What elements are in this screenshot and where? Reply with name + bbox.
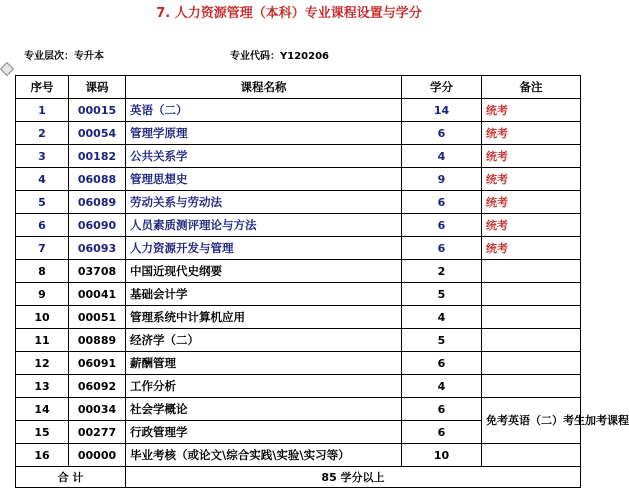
row-name: 公共关系学 <box>126 145 402 168</box>
row-name: 管理思想史 <box>126 168 402 191</box>
row-name: 行政管理学 <box>126 421 402 444</box>
row-name: 劳动关系与劳动法 <box>126 191 402 214</box>
table-row <box>16 444 581 467</box>
table-header-row <box>16 76 581 99</box>
row-remark <box>482 260 581 283</box>
row-remark: 统考 <box>482 214 581 237</box>
table-row <box>16 306 581 329</box>
row-code: 06093 <box>69 237 126 260</box>
row-no: 4 <box>16 168 69 191</box>
row-remark: 统考 <box>482 99 581 122</box>
row-no: 14 <box>16 398 69 421</box>
table-row <box>16 237 581 260</box>
row-remark <box>482 283 581 306</box>
row-no: 6 <box>16 214 69 237</box>
row-credit: 2 <box>402 260 482 283</box>
header-code: 课码 <box>69 76 126 99</box>
row-name: 人力资源开发与管理 <box>126 237 402 260</box>
row-remark <box>482 329 581 352</box>
row-no: 9 <box>16 283 69 306</box>
row-credit: 6 <box>402 237 482 260</box>
row-remark: 统考 <box>482 122 581 145</box>
row-name: 管理学原理 <box>126 122 402 145</box>
row-name: 基础会计学 <box>126 283 402 306</box>
row-code: 00277 <box>69 421 126 444</box>
row-credit: 14 <box>402 99 482 122</box>
table-row <box>16 352 581 375</box>
header-name: 课程名称 <box>126 76 402 99</box>
row-name: 社会学概论 <box>126 398 402 421</box>
row-remark <box>482 444 581 467</box>
row-code: 00015 <box>69 99 126 122</box>
row-remark: 统考 <box>482 237 581 260</box>
row-no: 2 <box>16 122 69 145</box>
row-credit: 5 <box>402 283 482 306</box>
table-row <box>16 283 581 306</box>
row-code: 06090 <box>69 214 126 237</box>
row-credit: 4 <box>402 306 482 329</box>
row-credit: 6 <box>402 191 482 214</box>
row-name: 工作分析 <box>126 375 402 398</box>
row-code: 00034 <box>69 398 126 421</box>
row-remark: 统考 <box>482 145 581 168</box>
row-no: 7 <box>16 237 69 260</box>
row-code: 00000 <box>69 444 126 467</box>
header-no: 序号 <box>16 76 69 99</box>
row-remark <box>482 375 581 398</box>
row-name: 管理系统中计算机应用 <box>126 306 402 329</box>
row-credit: 5 <box>402 329 482 352</box>
merged-remark: 免考英语（二）考生加考课程 <box>482 398 581 444</box>
row-name: 经济学（二） <box>126 329 402 352</box>
row-no: 3 <box>16 145 69 168</box>
table-row <box>16 260 581 283</box>
row-credit: 4 <box>402 145 482 168</box>
row-name: 英语（二） <box>126 99 402 122</box>
course-table <box>15 75 629 488</box>
table-row <box>16 145 581 168</box>
total-value: 85 学分以上 <box>126 467 581 488</box>
diamond-marker-icon <box>0 62 14 76</box>
row-code: 06089 <box>69 191 126 214</box>
row-name: 薪酬管理 <box>126 352 402 375</box>
row-no: 1 <box>16 99 69 122</box>
row-credit: 4 <box>402 375 482 398</box>
row-code: 00054 <box>69 122 126 145</box>
row-credit: 6 <box>402 214 482 237</box>
row-credit: 6 <box>402 122 482 145</box>
header-remark: 备注 <box>482 76 581 99</box>
row-credit: 6 <box>402 398 482 421</box>
row-remark: 统考 <box>482 191 581 214</box>
row-remark: 统考 <box>482 168 581 191</box>
row-no: 16 <box>16 444 69 467</box>
row-credit: 6 <box>402 352 482 375</box>
table-row <box>16 168 581 191</box>
table-row <box>16 214 581 237</box>
row-no: 12 <box>16 352 69 375</box>
table-row <box>16 398 581 421</box>
total-label: 合 计 <box>16 467 126 488</box>
row-name: 人员素质测评理论与方法 <box>126 214 402 237</box>
row-remark <box>482 352 581 375</box>
table-row <box>16 375 581 398</box>
row-no: 15 <box>16 421 69 444</box>
header-credit: 学分 <box>402 76 482 99</box>
row-no: 8 <box>16 260 69 283</box>
major-code: 专业代码：Y120206 <box>230 51 329 62</box>
total-row <box>16 467 581 488</box>
row-name: 毕业考核（或论文\综合实践\实验\实习等） <box>126 444 402 467</box>
table-row <box>16 191 581 214</box>
row-no: 11 <box>16 329 69 352</box>
row-code: 00041 <box>69 283 126 306</box>
table-row <box>16 329 581 352</box>
row-code: 06092 <box>69 375 126 398</box>
row-no: 5 <box>16 191 69 214</box>
row-code: 06088 <box>69 168 126 191</box>
major-level: 专业层次：专升本 <box>24 51 104 62</box>
row-credit: 10 <box>402 444 482 467</box>
table-row <box>16 99 581 122</box>
page-title: 7. 人力资源管理（本科）专业课程设置与学分 <box>156 6 422 21</box>
row-no: 13 <box>16 375 69 398</box>
row-code: 00051 <box>69 306 126 329</box>
row-code: 06091 <box>69 352 126 375</box>
row-name: 中国近现代史纲要 <box>126 260 402 283</box>
table-row <box>16 122 581 145</box>
row-code: 00182 <box>69 145 126 168</box>
row-credit: 9 <box>402 168 482 191</box>
row-code: 03708 <box>69 260 126 283</box>
row-no: 10 <box>16 306 69 329</box>
row-remark <box>482 306 581 329</box>
row-code: 00889 <box>69 329 126 352</box>
row-credit: 6 <box>402 421 482 444</box>
